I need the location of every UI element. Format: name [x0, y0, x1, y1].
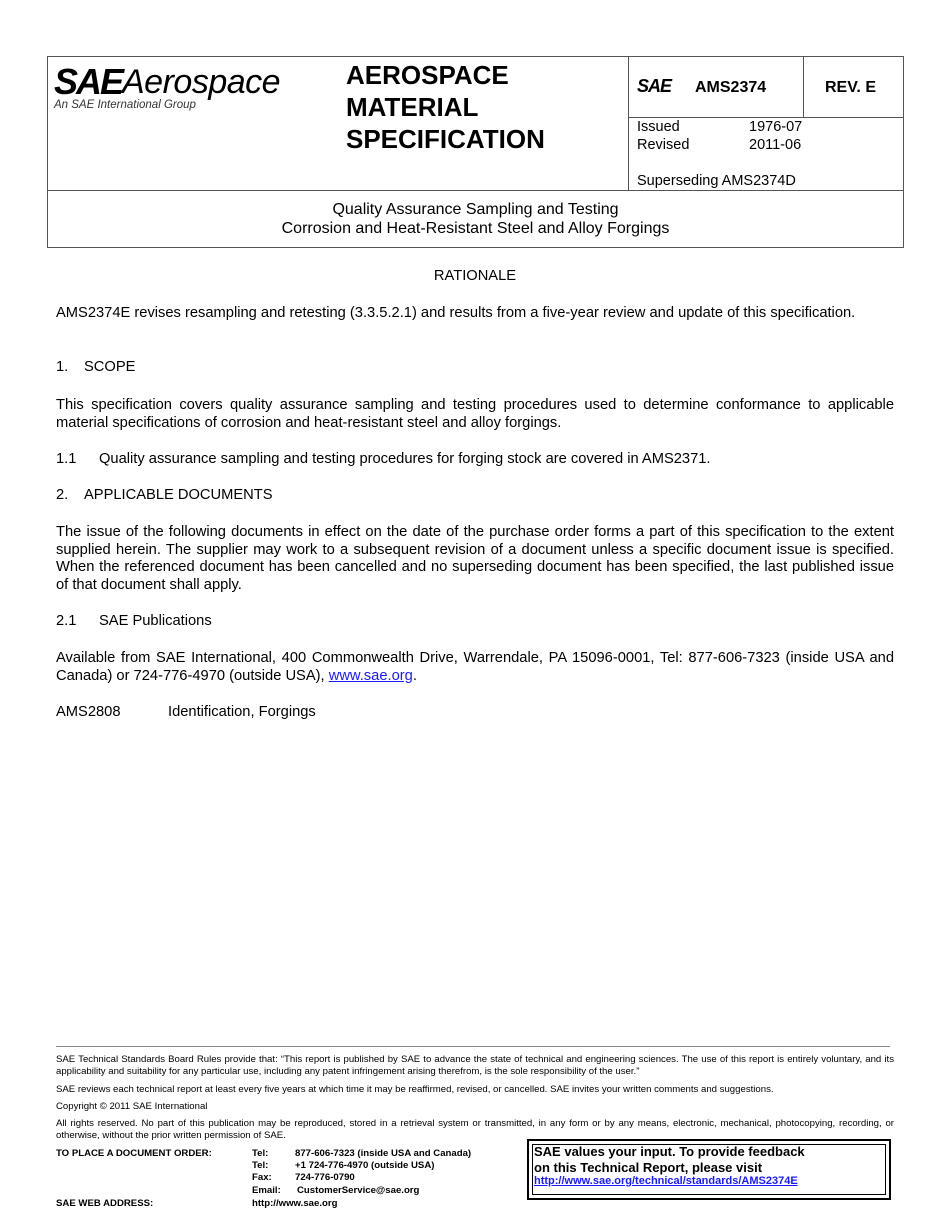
issued-label: Issued — [637, 119, 680, 135]
section-1-1-number: 1.1 — [56, 451, 77, 467]
document-subtitle — [48, 200, 903, 238]
tel2-value: +1 724-776-4970 (outside USA) — [295, 1160, 435, 1171]
document-number: AMS2374 — [695, 79, 767, 96]
footer-review-text: SAE reviews each technical report at least every five years at which time it may be reaffirmed, revised, or cancelled. SAE invites your written comments and suggestions. — [56, 1084, 774, 1095]
tel2-label: Tel: — [252, 1160, 269, 1171]
sae-publications-text — [56, 650, 894, 685]
feedback-link[interactable]: http://www.sae.org/technical/standards/AMS2374E — [534, 1175, 798, 1187]
revised-date: 2011-06 — [749, 137, 802, 153]
title-line-3: SPECIFICATION — [346, 124, 545, 154]
feedback-box — [527, 1139, 891, 1200]
fax-value: 724-776-0790 — [295, 1172, 355, 1183]
web-value[interactable]: http://www.sae.org — [252, 1198, 338, 1209]
section-1-title: SCOPE — [84, 359, 136, 375]
order-label: TO PLACE A DOCUMENT ORDER: — [56, 1148, 212, 1159]
tel-label: Tel: — [252, 1148, 269, 1159]
sae-small-logo: SAE — [637, 76, 672, 96]
logo-brand: SAE — [54, 61, 123, 102]
subtitle-line-1: Quality Assurance Sampling and Testing — [332, 201, 619, 218]
logo-product: Aerospace — [122, 63, 281, 101]
revised-label: Revised — [637, 137, 690, 153]
footer-copyright: Copyright © 2011 SAE International — [56, 1101, 208, 1112]
email-value[interactable]: CustomerService@sae.org — [297, 1185, 420, 1196]
section-2-number: 2. — [56, 487, 69, 503]
applicable-documents-text: The issue of the following documents in effect on the date of the purchase order forms a part of this specification to the extent supplied herein. The supplier may work to a subsequent revision of a document unless a specific document issue is specified. When the referenced document has been cancelled and no superseding document has been specified, the last published issue of that document shall apply. — [56, 524, 894, 593]
tel-value: 877-606-7323 (inside USA and Canada) — [295, 1148, 472, 1159]
footer-divider — [56, 1046, 890, 1047]
superseding-note: Superseding AMS2374D — [637, 173, 796, 189]
sae-aerospace-logo — [54, 61, 314, 121]
section-2-1-number: 2.1 — [56, 613, 77, 629]
document-id-row — [629, 57, 904, 118]
revision-label: REV. E — [825, 79, 876, 96]
footer-rules-text: SAE Technical Standards Board Rules provide that: “This report is published by SAE to advance the state of technical and engineering sciences. The use of this report is entirely voluntary, and its applicability and suitability for any particular use, including any patent infringement arising therefrom, is the sole responsibility of the user.” — [56, 1054, 894, 1077]
document-type-title — [346, 59, 545, 155]
email-label: Email: — [252, 1185, 281, 1196]
reference-title: Identification, Forgings — [168, 704, 316, 720]
title-line-2: MATERIAL — [346, 92, 479, 122]
id-divider — [803, 57, 804, 117]
section-1-1-text: Quality assurance sampling and testing procedures for forging stock are covered in AMS2371. — [99, 451, 711, 467]
sentence-end: . — [412, 667, 417, 684]
fax-label: Fax: — [252, 1172, 272, 1183]
reference-code: AMS2808 — [56, 704, 121, 720]
title-line-1: AEROSPACE — [346, 60, 509, 90]
document-id-box — [628, 57, 904, 190]
feedback-line-2: on this Technical Report, please visit — [534, 1160, 763, 1175]
header-top-row — [48, 57, 903, 191]
section-2-1-title: SAE Publications — [99, 613, 212, 629]
feedback-text — [534, 1144, 805, 1176]
web-label: SAE WEB ADDRESS: — [56, 1198, 154, 1209]
scope-text: This specification covers quality assurance sampling and testing procedures used to determine conformance to applicable material specifications of corrosion and heat-resistant steel and alloy forgings. — [56, 397, 894, 431]
sae-website-link[interactable]: www.sae.org — [328, 667, 413, 684]
issued-date: 1976-07 — [749, 119, 803, 135]
feedback-line-1: SAE values your input. To provide feedback — [534, 1144, 805, 1159]
section-1-number: 1. — [56, 359, 69, 375]
rationale-text: AMS2374E revises resampling and retesting (3.3.5.2.1) and results from a five-year review and update of this specification. — [56, 305, 856, 321]
logo-tagline: An SAE International Group — [54, 99, 196, 111]
footer-rights-text: All rights reserved. No part of this publication may be reproduced, stored in a retrieval system or transmitted, in any form or by any means, electronic, mechanical, photocopying, recording, or otherwise, without the prior written permission of SAE. — [56, 1118, 894, 1141]
sae-publications-body: Available from SAE International, 400 Commonwealth Drive, Warrendale, PA 15096-0001, Tel: 877-606-7323 (inside USA and Canada) or 724-776-4970 (outside USA), — [56, 650, 894, 684]
section-2-title: APPLICABLE DOCUMENTS — [84, 487, 273, 503]
rationale-heading: RATIONALE — [433, 268, 517, 284]
document-header — [47, 56, 904, 248]
subtitle-line-2: Corrosion and Heat-Resistant Steel and Alloy Forgings — [281, 220, 670, 237]
